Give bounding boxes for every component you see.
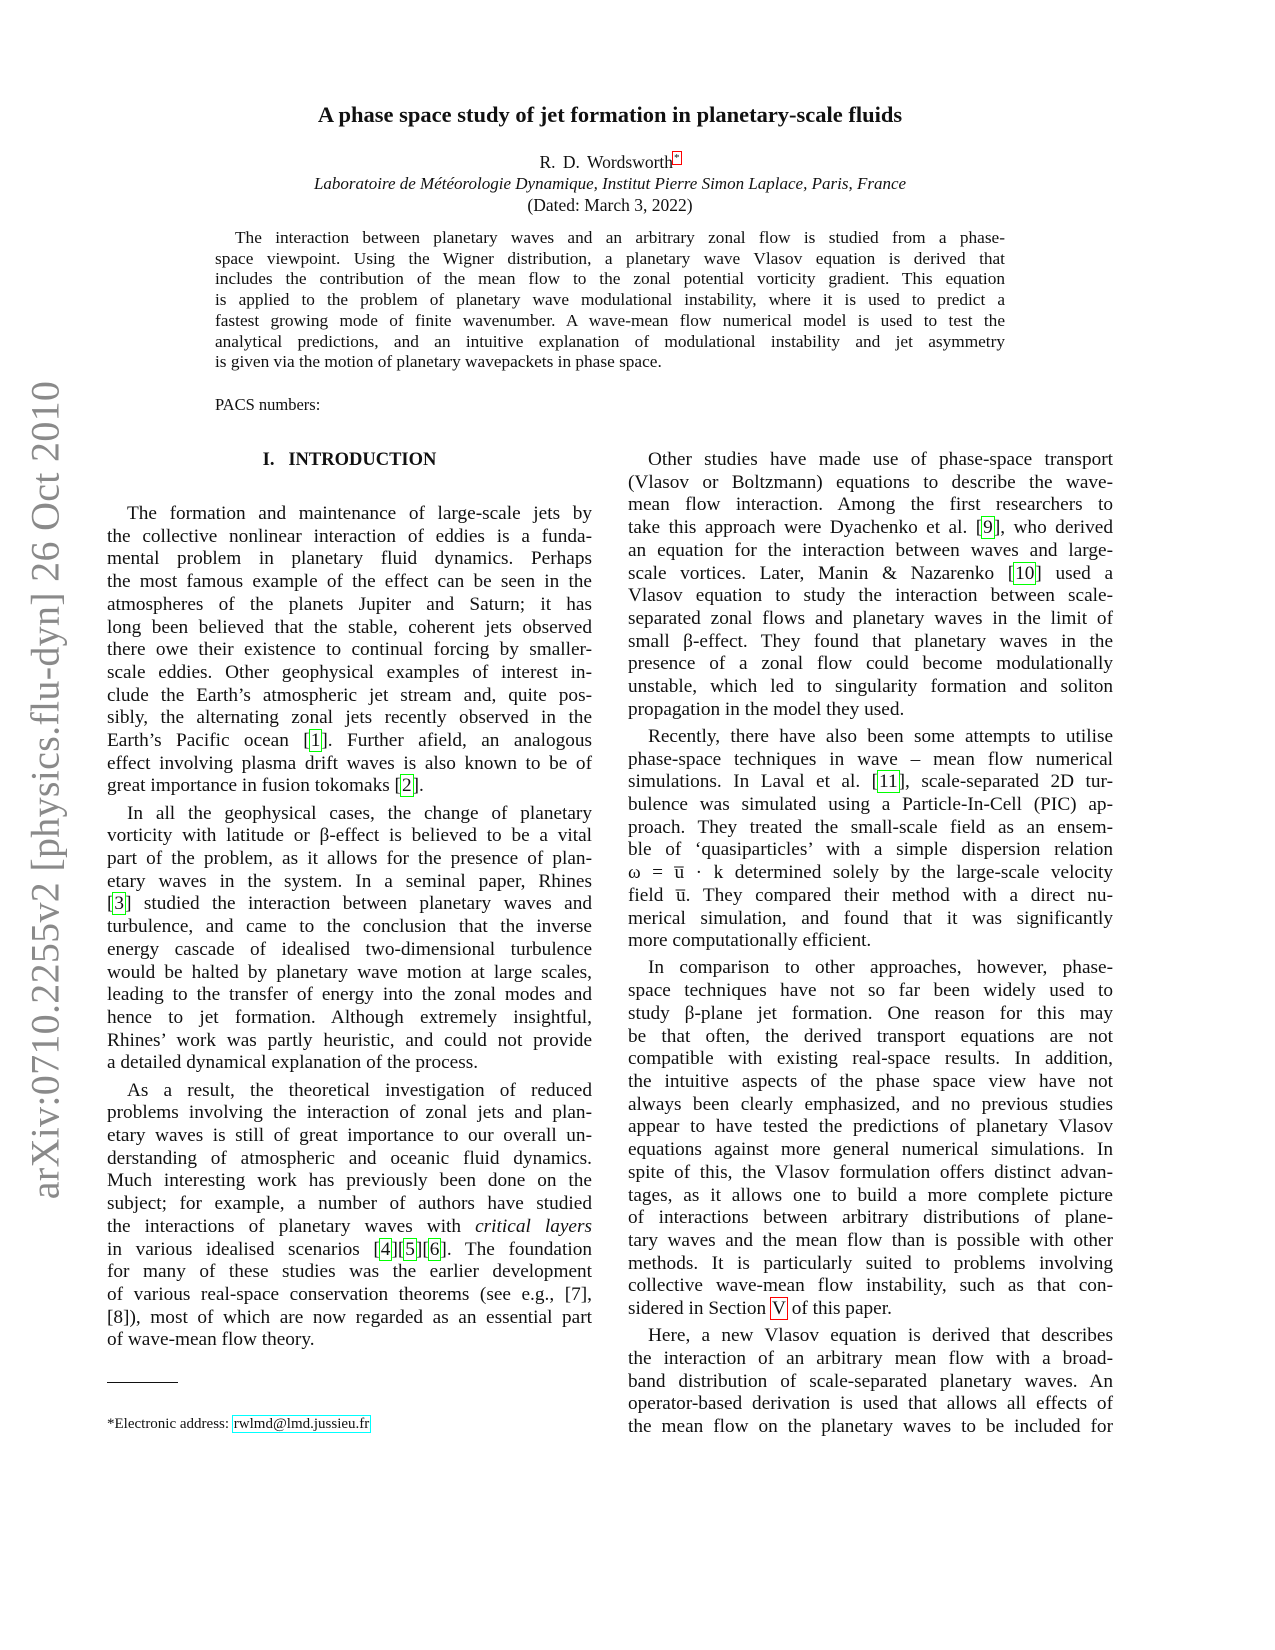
text-line: collective wave-mean flow instability, such as that con-	[628, 1275, 1113, 1297]
text-line: derstanding of atmospheric and oceanic fluid dynamics.	[107, 1147, 592, 1169]
text-line: methods. It is particularly suited to problems involving	[628, 1252, 1113, 1274]
text-line: operator-based derivation is used that allows all effects of	[628, 1393, 1113, 1415]
text-line: bulence was simulated using a Particle-In-Cell (PIC) ap-	[628, 794, 1113, 816]
text-line: Recently, there have also been some attempts to utilise	[648, 725, 1113, 747]
citation-link[interactable]: 11	[879, 771, 898, 793]
affiliation: Laboratoire de Météorologie Dynamique, Institut Pierre Simon Laplace, Paris, France	[313, 174, 907, 193]
abstract-line: fastest growing mode of finite wavenumber. A wave-mean flow numerical model is used to test the	[215, 310, 1005, 330]
text-line: In all the geophysical cases, the change of planetary	[127, 802, 592, 824]
text-line: atmospheres of the planets Jupiter and Saturn; it has	[107, 593, 592, 615]
text-line: [3] studied the interaction between planetary waves and	[107, 893, 592, 915]
paragraph	[107, 803, 592, 1075]
text-line: be that often, the derived transport equations are not	[628, 1025, 1113, 1047]
text-line: clude the Earth’s atmospheric jet stream and, quite pos-	[107, 684, 592, 706]
author-line	[0, 152, 1220, 173]
text-line: energy cascade of idealised two-dimensional turbulence	[107, 938, 592, 960]
citation-link[interactable]: 4	[380, 1238, 391, 1260]
citation-link[interactable]: 6	[429, 1238, 440, 1260]
text-line: the interactions of planetary waves with critical layers	[107, 1215, 592, 1237]
paragraph	[628, 449, 1113, 721]
text-line: the interaction of an arbitrary mean flow with a broad-	[628, 1347, 1113, 1369]
text-line: great importance in fusion tokomaks [2].	[107, 775, 424, 797]
text-line: mental problem in planetary fluid dynamics. Perhaps	[107, 548, 592, 570]
text-line: a detailed dynamical explanation of the process.	[107, 1052, 479, 1074]
text-line: effect involving plasma drift waves is also known to be of	[107, 752, 592, 774]
text-line: turbulence, and came to the conclusion that the inverse	[107, 916, 592, 938]
citation-link[interactable]: 2	[401, 775, 412, 797]
text-line: small β-effect. They found that planetary waves in the	[628, 630, 1113, 652]
text-line: proach. They treated the small-scale field as an ensem-	[628, 816, 1113, 838]
text-line: ble of ‘quasiparticles’ with a simple dispersion relation	[628, 839, 1113, 861]
text-line: an equation for the interaction between waves and large-	[628, 539, 1113, 561]
text-line: field u̅. They compared their method with a direct nu-	[628, 884, 1113, 906]
arxiv-identifier-stamp: arXiv:0710.2255v2 [physics.flu-dyn] 26 Oct 2010	[22, 380, 68, 1200]
paragraph	[628, 957, 1113, 1320]
citation-link[interactable]: 5	[405, 1238, 415, 1260]
paragraph	[107, 503, 592, 798]
text-line: take this approach were Dyachenko et al. [9], who derived	[628, 517, 1113, 539]
text-line: Vlasov equation to study the interaction between scale-	[628, 585, 1113, 607]
paragraph	[628, 726, 1113, 953]
text-line: part of the problem, as it allows for the presence of plan-	[107, 848, 592, 870]
footnote-divider	[107, 1382, 178, 1383]
text-line: space techniques have not so far been widely used to	[628, 980, 1113, 1002]
author-footnote-link[interactable]: *	[674, 152, 680, 165]
text-line: The formation and maintenance of large-scale jets by	[127, 503, 592, 524]
text-line: the mean flow on the planetary waves to be included for	[628, 1416, 1113, 1438]
paragraph	[628, 1325, 1113, 1439]
text-line: hence to jet formation. Although extremely insightful,	[107, 1006, 592, 1028]
text-line: Much interesting work has previously been done on the	[107, 1170, 592, 1192]
text-line: of various real-space conservation theorems (see e.g., [7],	[107, 1283, 592, 1305]
text-line: study β-plane jet formation. One reason for this may	[628, 1002, 1113, 1024]
text-line: vorticity with latitude or β-effect is believed to be a vital	[107, 825, 592, 847]
abstract-line: analytical predictions, and an intuitive explanation of modulational instability and jet asymmetry	[215, 331, 1005, 351]
email-link[interactable]: rwlmd@lmd.jussieu.fr	[233, 1416, 370, 1432]
text-line: there owe their existence to continual forcing by smaller-	[107, 639, 592, 661]
pacs-numbers: PACS numbers:	[215, 395, 321, 414]
text-line: the intuitive aspects of the phase space view have not	[628, 1070, 1113, 1092]
text-line: long been believed that the stable, coherent jets observed	[107, 616, 592, 638]
text-line: sibly, the alternating zonal jets recently observed in the	[107, 707, 592, 729]
section-heading-introduction: I. INTRODUCTION	[262, 450, 437, 470]
text-line: compatible with existing real-space results. In addition,	[628, 1048, 1113, 1070]
section-reference-link[interactable]: V	[771, 1298, 786, 1320]
abstract-line: includes the contribution of the mean flow to the zonal potential vorticity gradient. This equation	[215, 269, 1005, 289]
text-line: In comparison to other approaches, however, phase-	[648, 957, 1113, 979]
abstract-line: is given via the motion of planetary wavepackets in phase space.	[215, 352, 662, 372]
text-line: Rhines’ work was partly heuristic, and could not provide	[107, 1029, 592, 1051]
text-line: Here, a new Vlasov equation is derived that describes	[648, 1325, 1113, 1347]
text-line: scale eddies. Other geophysical examples of interest in-	[107, 661, 592, 683]
text-line: [8]), most of which are now regarded as an essential part	[107, 1306, 592, 1328]
text-line: problems involving the interaction of zonal jets and plan-	[107, 1102, 592, 1124]
text-line: the most famous example of the effect can be seen in the	[107, 571, 592, 593]
text-line: for many of these studies was the earlier development	[107, 1261, 592, 1283]
text-line: always been clearly emphasized, and no previous studies	[628, 1093, 1113, 1115]
text-line: Other studies have made use of phase-space transport	[648, 449, 1113, 470]
author-name: R. D. Wordsworth	[539, 152, 674, 172]
citation-link[interactable]: 3	[114, 893, 125, 915]
paragraph	[107, 1080, 592, 1352]
abstract-line: The interaction between planetary waves and an arbitrary zonal flow is studied from a phase-	[235, 228, 1005, 247]
text-line: Earth’s Pacific ocean [1]. Further afield, an analogous	[107, 730, 593, 752]
text-line: tary waves and the mean flow than is possible with other	[628, 1229, 1113, 1251]
text-line: in various idealised scenarios [4][5][6]. The foundation	[107, 1238, 592, 1260]
text-line: more computationally efficient.	[628, 930, 872, 952]
text-line: mean flow interaction. Among the first researchers to	[628, 494, 1113, 516]
citation-link[interactable]: 9	[983, 517, 993, 539]
text-line: tages, as it allows one to build a more complete picture	[628, 1184, 1113, 1206]
text-line: sidered in Section V of this paper.	[628, 1298, 892, 1320]
paper-title: A phase space study of jet formation in planetary-scale fluids	[317, 102, 903, 127]
text-line: (Vlasov or Boltzmann) equations to describe the wave-	[628, 471, 1113, 493]
text-line: equations against more general numerical simulations. In	[628, 1139, 1113, 1161]
footnote-label: *Electronic address:	[107, 1416, 233, 1432]
text-line: phase-space techniques in wave – mean flow numerical	[628, 748, 1113, 770]
text-line: would be halted by planetary wave motion at large scales,	[107, 961, 592, 983]
text-line: leading to the transfer of energy into the zonal modes and	[107, 984, 592, 1006]
abstract-line: is applied to the problem of planetary wave modulational instability, where it is used to predict a	[215, 290, 1005, 310]
text-line: subject; for example, a number of authors have studied	[107, 1193, 592, 1215]
text-line: the collective nonlinear interaction of eddies is a funda-	[107, 525, 592, 547]
text-line: separated zonal flows and planetary waves in the limit of	[628, 607, 1113, 629]
text-line: merical simulation, and found that it was significantly	[628, 907, 1113, 929]
text-line: of wave-mean flow theory.	[107, 1329, 315, 1351]
text-line: band distribution of scale-separated planetary waves. An	[628, 1370, 1113, 1392]
text-line: appear to have tested the predictions of planetary Vlasov	[628, 1116, 1113, 1138]
text-line: unstable, which led to singularity formation and soliton	[628, 676, 1113, 698]
text-line: propagation in the model they used.	[628, 698, 905, 720]
footnote	[107, 1416, 370, 1433]
text-line: etary waves in the system. In a seminal paper, Rhines	[107, 870, 592, 892]
text-line: of interactions between arbitrary distributions of plane-	[628, 1207, 1113, 1229]
text-line: presence of a zonal flow could become modulationally	[628, 653, 1113, 675]
right-column	[628, 449, 1113, 1439]
text-line: As a result, the theoretical investigation of reduced	[127, 1079, 592, 1101]
text-line: etary waves is still of great importance to our overall un-	[107, 1124, 592, 1146]
abstract	[215, 228, 1005, 373]
text-line: spite of this, the Vlasov formulation offers distinct advan-	[628, 1161, 1113, 1183]
left-column	[107, 503, 592, 1352]
citation-link[interactable]: 10	[1015, 562, 1035, 584]
text-line: simulations. In Laval et al. [11], scale-separated 2D tur-	[628, 771, 1113, 793]
citation-link[interactable]: 1	[310, 730, 321, 752]
abstract-line: space viewpoint. Using the Wigner distribution, a planetary wave Vlasov equation is derived that	[215, 248, 1005, 268]
text-line: scale vortices. Later, Manin & Nazarenko [10] used a	[628, 562, 1113, 584]
date-line: (Dated: March 3, 2022)	[527, 195, 693, 215]
text-line: ω = u̅ · k determined solely by the large-scale velocity	[628, 862, 1113, 884]
emphasized-term: critical layers	[475, 1215, 592, 1237]
